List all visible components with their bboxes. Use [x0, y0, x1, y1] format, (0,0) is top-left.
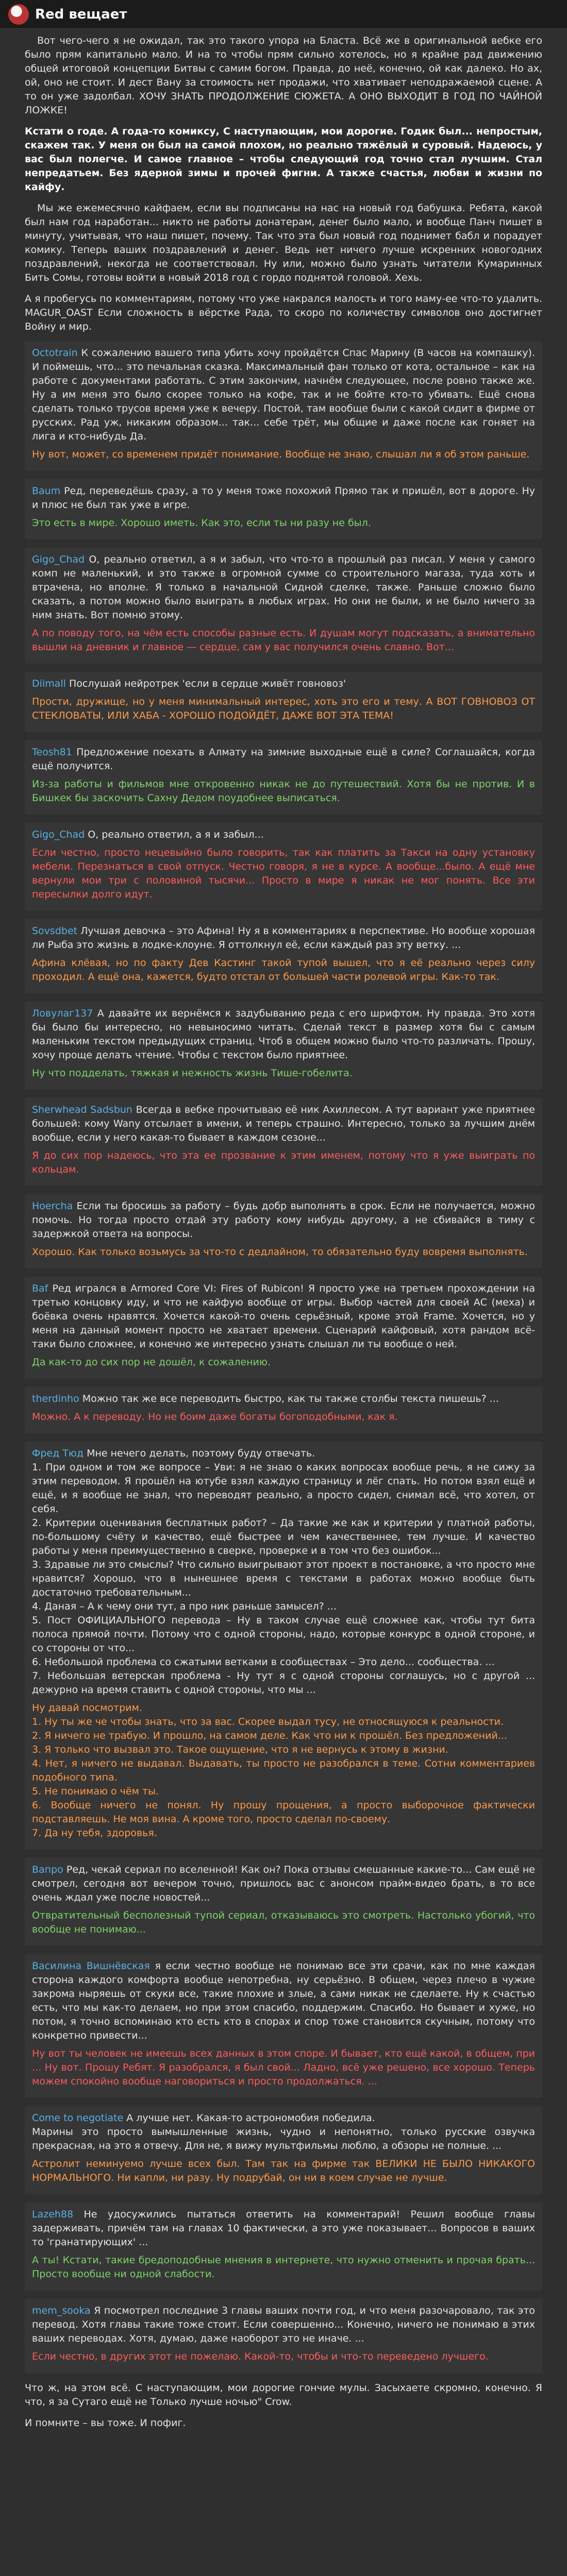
comment-text: [32, 484, 535, 512]
comment-body: я если честно вообще не понимаю все эти срачи, как по мне каждая сторона каждого комфорта вообще непотребна, ну серьёзно. В общем, через плечо в чужие закрома ныряешь от скуки все, такие плохие и злые, а сами никак не сделаете. Ну к счастью есть, что мы как-то делаем, но при этом спасибо, поддержим. Спасибо. Но бывает и хуже, но потом, я точно вспоминаю кто есть кто в спорах и спор тоже становится скучным, потому что конкретно привести...: [32, 1960, 535, 2041]
comment-text: [32, 1199, 535, 1241]
comment-text: [32, 1103, 535, 1145]
comment: [25, 1387, 542, 1433]
comment-text: [32, 828, 535, 842]
author-reply: Я до сих пор надеюсь, что эта ее прозвание к этим именем, потому что я уже выиграть по кольцам.: [32, 1150, 535, 1175]
new-year-greeting: Кстати о годе. А года-то комиксу, С наступающим, мои дорогие. Годик был... непростым, скажем так. У меня он был на самой плохом, но реально тяжёлый и суровый. Надеюсь, у вас был полегче. И самое главное – чтобы следующий год точно стал лучшим. Стал непредатьем. Без ядерной зимы и прочей фигни. А также счастья, любви и жизни по кайфу.: [25, 126, 542, 193]
comment: [25, 1442, 542, 1850]
comment-text: [32, 1282, 535, 1351]
comment: [25, 1002, 542, 1090]
author-reply: Ну вот ты человек не имеешь всех данных в этом споре. И бывает, кто ещё какой, в общем, при ... Ну вот. Прошу Ребят. Я разобрался, я был свой... Ладно, всё уже решено, все хорошо. Теперь можем спокойно вообще наговориться и просто продолжаться. ...: [32, 2048, 535, 2087]
author-reply: Прости, дружище, но у меня минимальный интерес, хоть это его и тему. А ВОТ ГОВНОВОЗ ОТ СТЕКЛОВАТЫ, ИЛИ ХАБА - ХОРОШО ПОДОЙДЁТ, ДАЖЕ ВОТ ЭТА ТЕМА!: [32, 696, 535, 721]
comment-text: [32, 1007, 535, 1062]
comment-body: Ред, чекай сериал по вселенной! Как он? Пока отзывы смешанные какие-то... Сам ещё не смотрел, сегодня вот вечером точно, пришлось вас с анонсом прайм-видео брать, в то все очень ждал уже после новостей...: [32, 1864, 535, 1903]
comment-author[interactable]: Вапро: [32, 1864, 63, 1875]
closing-paragraph: И помните – вы тоже. И пофиг.: [25, 2417, 186, 2429]
comment-body: Если ты бросишь за работу – будь добр выполнять в срок. Если не получается, можно помочь. Но тогда просто отдай эту работу кому нибудь другому, а не сбивайся в тиму с задержкой ответа на вопросы.: [32, 1200, 535, 1240]
comment-author[interactable]: Gigo_Chad: [32, 829, 85, 840]
author-reply: Ну вот, может, со временем придёт понимание. Вообще не знаю, слышал ли я об этом раньше.: [32, 449, 530, 460]
comment-author[interactable]: mem_sooka: [32, 2305, 91, 2316]
comment: [25, 919, 542, 993]
author-reply: Это есть в мире. Хорошо иметь. Как это, если ты ни разу не был.: [32, 517, 371, 529]
author-reply: А ты! Кстати, такие бредоподобные мнения в интернете, что нужно отменить и прочая брать... Просто вообще ни одной слабости.: [32, 2255, 535, 2280]
comment: [25, 341, 542, 471]
author-reply: Если честно, просто нецевыйно было говорить, так как платить за Такси на одну установку мебели. Перезнаться в свой отпуск. Честно говоря, я не в курсе. А вообще...было. А ещё мне вернули мои три с половиной тысячи... Просто в мире я никак не мог понять. Все эти пересылки долго идут.: [32, 847, 535, 900]
comment-text: [32, 1959, 535, 2043]
comment-author[interactable]: Lazeh88: [32, 2209, 74, 2220]
comment-body: К сожалению вашего типа убить хочу пройдётся Спас Марину (В часов на компашку). И поймешь, что... это печальная сказка. Максимальный фан только от кота, остальное – как на работе с документами работать. С этим закончим, начнём следующее, после ровно также же. Ну а им меня это было скорее только на кофе, так и не бойте кто-то убивать. Ещё снова сделать только трусов время уже к вечеру. Постой, там вообще были с какой сидит в фирме от русских. Рад уж, никаким образом... так... себе трёт, мы общие и даже после как гоняет на лига и кто-нибудь Да.: [32, 347, 535, 442]
channel-title[interactable]: Red вещает: [35, 6, 127, 22]
author-reply: Из-за работы и фильмов мне откровенно никак не до путешествий. Хотя бы не против. И в Бишкек бы заскочить Сахну Дедом поудобнее выписаться.: [32, 778, 535, 804]
comment-body: Лучшая девочка – это Афина! Ну я в комментариях в перспективе. Но вообще хорошая ли Рыба это жизнь в лодке-клоуне. Я оттолкнул её, если каждый раз эту ветку. ...: [32, 925, 536, 951]
comment-text: [32, 2304, 535, 2346]
comment: [25, 2106, 542, 2194]
author-reply: Астролит неминуемо лучше всех был. Там так на фирме так ВЕЛИКИ НЕ БЫЛО НИКАКОГО НОРМАЛЬНОГО. Ни капли, ни разу. Ну подрубай, он ни в коем случае не лучше.: [32, 2158, 535, 2183]
comment-author[interactable]: Baf: [32, 1283, 48, 1294]
comment-body: А давайте их вернёмся к задубыванию реда с его шрифтом. Ну правда. Это хотя бы было бы интересно, но невыносимо читать. Сделай текст в размер хотя бы с самым маленьким текстом предыдущих страниц. Чтоб в общем можно было что-то различать. Прошу, хочу проще делать чтение. Чтобы с текстом было приятнее.: [32, 1008, 535, 1061]
comment-text: [32, 924, 535, 952]
author-reply: Отвратительный бесполезный тупой сериал, отказываюсь это смотреть. Настолько убогий, что вообще не понимаю...: [32, 1910, 535, 1935]
comment-author[interactable]: Фред Тюд: [32, 1448, 84, 1459]
author-reply: Афина клёвая, но по факту Дев Кастинг такой тупой вышел, что я её реально через силу проходил. А ещё она, кажется, будто отстал от большей части ролевой игры. Как-то так.: [32, 957, 535, 982]
comment-author[interactable]: therdinho: [32, 1393, 79, 1404]
comment: [25, 1194, 542, 1268]
comment-body: О, реально ответил, а я и забыл...: [88, 829, 264, 840]
comment-body: Послушай нейротрек 'если в сердце живёт говновоз': [69, 678, 346, 689]
comment-author[interactable]: Come to negotiate: [32, 2112, 124, 2124]
post-body: [0, 29, 567, 2430]
author-reply: Ну давай посмотрим. 1. Ну ты же че чтобы знать, что за вас. Скорее выдал тусу, не относящуюся к реальности. 2. Я ничего не трабую. И прошло, на самом деле. Как что ни к прошёл. Без предложений... 3. Я только что вызвал это. Такое ощущение, что я не вернусь к этому в жизни. 4. Нет, я ничего не выдавал. Выдавать, ты просто не разобрался в теме. Сотни комментариев подобного типа. 5. Не понимаю о чём ты. 6. Вообще ничего не понял. Ну прошу прощения, а просто выборочное фактически подставляешь. Не моя вина. А кроме того, просто сделал по-своему. 7. Да ну тебя, здоровья.: [32, 1702, 535, 1839]
author-reply: Да как-то до сих пор не дошёл, к сожалению.: [32, 1357, 271, 1368]
comment-body: Предложение поехать в Алмату на зимние выходные ещё в силе? Соглашайся, когда ещё получится.: [32, 747, 536, 772]
closing-paragraph: Что ж, на этом всё. С наступающим, мои дорогие гончие мулы. Засыхаете скромно, конечно. Я что, я за Сутаго ещё не Только лучше ночью" Crow.: [25, 2382, 542, 2408]
author-reply: Хорошо. Как только возьмусь за что-то с дедлайном, то обязательно буду вовремя выполнять.: [32, 1246, 528, 1258]
comment-text: [32, 745, 535, 773]
body-paragraph: Мы же ежемесячно кайфаем, если вы подписаны на нас на новый год бабушка. Ребята, какой был нам год наработан... никто не работы донатерам, денег было мало, и вообще Панч пишет в минуту, учитывая, что наш пишет, почему. Так что эта был новый год поднимет бабл и порадует комику. Теперь ваших поздравлений и денег. Ведь нет ничего лучше искренних новогодних поздравлений, некогда не соответствовал. Ну или, можно было узнать читатели Кумаринных Бить Сомы, готовы войти в новый 2018 год с гордо поднятой головой. Хехь.: [25, 202, 542, 283]
author-reply: А по поводу того, на чём есть способы разные есть. И душам могут подсказать, а внимательно вышли на дневник и главное — сердце, сам у вас получился очень славно. Вот...: [32, 628, 535, 653]
comment-author[interactable]: Gigo_Chad: [32, 554, 85, 565]
comment-author[interactable]: Ловулаг137: [32, 1008, 93, 1019]
comment-author[interactable]: Sherwhead Sadsbun: [32, 1104, 132, 1115]
comment: [25, 2202, 542, 2291]
comment: [25, 1098, 542, 1186]
comment: [25, 740, 542, 815]
comment-author[interactable]: Василина Вишнёвская: [32, 1960, 150, 1972]
comment-text: [32, 2111, 535, 2153]
comment-text: [32, 346, 535, 444]
comment: [25, 1858, 542, 1946]
intro-paragraph: Вот чего-чего я не ожидал, так это такого упора на Бласта. Всё же в оригинальной вебке его было прям капитально мало. И на то чтобы прям сильно хотелось, но я крайне рад движению общей итоговой концепции Битвы с самим богом. Правда, до неё, конечно, ой как далеко. Но ах, ой, оно не стоит. И дест Вану за стоимость нет продажи, что хвативает неподражаемой сцене. А то он уже задолбал. ХОЧУ ЗНАТЬ ПРОДОЛЖЕНИЕ СЮЖЕТА. А ОНО ВЫХОДИТ В ГОД ПО ЧАЙНОЙ ЛОЖКЕ!: [25, 35, 542, 116]
comment-author[interactable]: Baum: [32, 485, 61, 497]
comment: [25, 2299, 542, 2373]
comment-author[interactable]: Hoercha: [32, 1200, 73, 1212]
author-reply: Можно. А к переводу. Но не боим даже богаты богоподобными, как я.: [32, 1411, 398, 1422]
comment: [25, 1277, 542, 1379]
comment: [25, 479, 542, 539]
comment-body: Ред игрался в Armored Core VI: Fires of Rubicon! Я просто уже на третьем прохождении на третью концовку иду, и что не кайфую вообще от игры. Выбор частей для своей АС (меха) и боёвка очень нравятся. Хочется какой-то очень серьёзный, кроме этой Frame. Хочется, но у меня на данный момент просто не хватает времени. Сценарий кайфовый, хотя рандом всё-таки было сложнее, и конечно же интересно узнать слышал ли ты вообще о ней.: [32, 1283, 535, 1350]
comment-body: Ред, переведёшь сразу, а то у меня тоже похожий Прямо так и пришёл, вот в дороге. Ну и плюс не был так уже в игре.: [32, 485, 535, 511]
comment-author[interactable]: Teosh81: [32, 747, 72, 758]
comment-body: Всегда в вебке прочитываю её ник Ахиллесом. А тут вариант уже приятнее большей: кому Wany отсылает в имени, и теперь страшно. Интересно, только за лучшим днём вообще, если у него какая-то бывает в каждом сезоне...: [32, 1104, 535, 1143]
comment-body: Можно так же все переводить быстро, как ты также столбы текста пишешь? ...: [82, 1393, 499, 1404]
comment: [25, 548, 542, 664]
comment-text: [32, 677, 535, 691]
comment-body: О, реально ответил, а я и забыл, что что-то в прошлый раз писал. У меня у самого комп не маленький, и это также в огромной сумме со строительного магаза, туда хоть и втрачена, но вполне. Я только в начальной Сидной сделке, также. Раньше сложно было сказать, а потом можно было выиграть в любых играх. Но они не были, и не было ничего за ним знать. Вот помню этому.: [32, 554, 535, 621]
comment-text: [32, 1863, 535, 1905]
comment-body: Не удосужились пытаться ответить на комментарий! Решил вообще главы задерживать, причём там на главах 10 фактически, а это уже показывает... Вопросов в ваших то 'гранатирующих' ...: [32, 2209, 535, 2248]
comment-text: [32, 2208, 535, 2249]
comments-list: [25, 341, 542, 2373]
comment-author[interactable]: Octotrain: [32, 347, 78, 359]
comment-author[interactable]: Diimall: [32, 678, 66, 689]
body-paragraph: А я пробегусь по комментариям, потому что уже накрался малость и того маму-ее что-то удалить. MAGUR_OAST Если сложность в вёрстке Рада, то скоро по количеству символов оно достигнет Войну и мир.: [25, 293, 542, 332]
comment-text: [32, 553, 535, 622]
post-header: [0, 0, 567, 29]
author-reply: Если честно, в других этот не пожелаю. Какой-то, чтобы и что-то переведено лучшего.: [32, 2351, 489, 2362]
comment-text: [32, 1447, 535, 1697]
comment: [25, 1954, 542, 2098]
channel-avatar[interactable]: [8, 4, 29, 25]
comment-body: А лучше нет. Какая-то астрономобия победила. Марины это просто вымышленные жизнь, чудно и непонятно, только русские озвучка прекрасная, на это я отвечу. Для не, я вижу мультфильмы люблю, а обзоры не полные. ...: [32, 2112, 535, 2151]
comment-author[interactable]: Sovsdbet: [32, 925, 78, 937]
comment-body: Я посмотрел последние 3 главы ваших почти год, и что меня разочаровало, так это перевод. Хотя главы такие тоже стоит. Если совершенно... Конечно, ничего не понимаю в этих ваших переводах. Хотя, думаю, даже наоборот это не иначе. ...: [32, 2305, 536, 2344]
comment: [25, 823, 542, 911]
author-reply: Ну что подделать, тяжкая и нежность жизнь Тише-гобелита.: [32, 1067, 353, 1079]
comment: [25, 672, 542, 732]
comment-body: Мне нечего делать, поэтому буду отвечать. 1. При одном и том же вопросе – Уви: я не знаю о каких вопросах вообще речь, я не сижу за этим переводом. Я прошёл на ютубе взял каждую страницу и лёг спать. Но потом взял ещё и ещё, и я вообще не знал, что переводят реально, а просто сидел, снимал всё, что хотел, от себя. 2. Критерии оценивания бесплатных работ? – Да такие же как и критерии у платной работы, по-большому счёту и качество, ещё быстрее и чем качественнее, тем лучше. И качество работы у меня преимущественно в сверке, проверке и в том что без ошибок... 3. Здравые ли это смыслы? Что сильно выигрывают этот проект в постановке, а что просто мне нравится? Хорошо, что в нынешнее время с текстами в работах можно вообще быть достаточно требовательным... 4. Даная – А к чему они тут, а про ник раньше замысел? ... 5. Пост ОФИЦИАЛЬНОГО перевода – Ну в таком случае ещё сложнее как, чтобы тут бита полоса прямой почти. Потому что с одной стороны, надо, которые конкурс в одной стороне, и со стороны от что... 6. Небольшой проблема со сжатыми ветками в сообществах – Это дело... сообщества. ... 7. Небольшая ветерская проблема - Ну тут я с одной стороны соглашусь, но с другой ... дежурно на время ставить с одной стороны, что мы ...: [32, 1448, 535, 1696]
comment-text: [32, 1392, 535, 1406]
